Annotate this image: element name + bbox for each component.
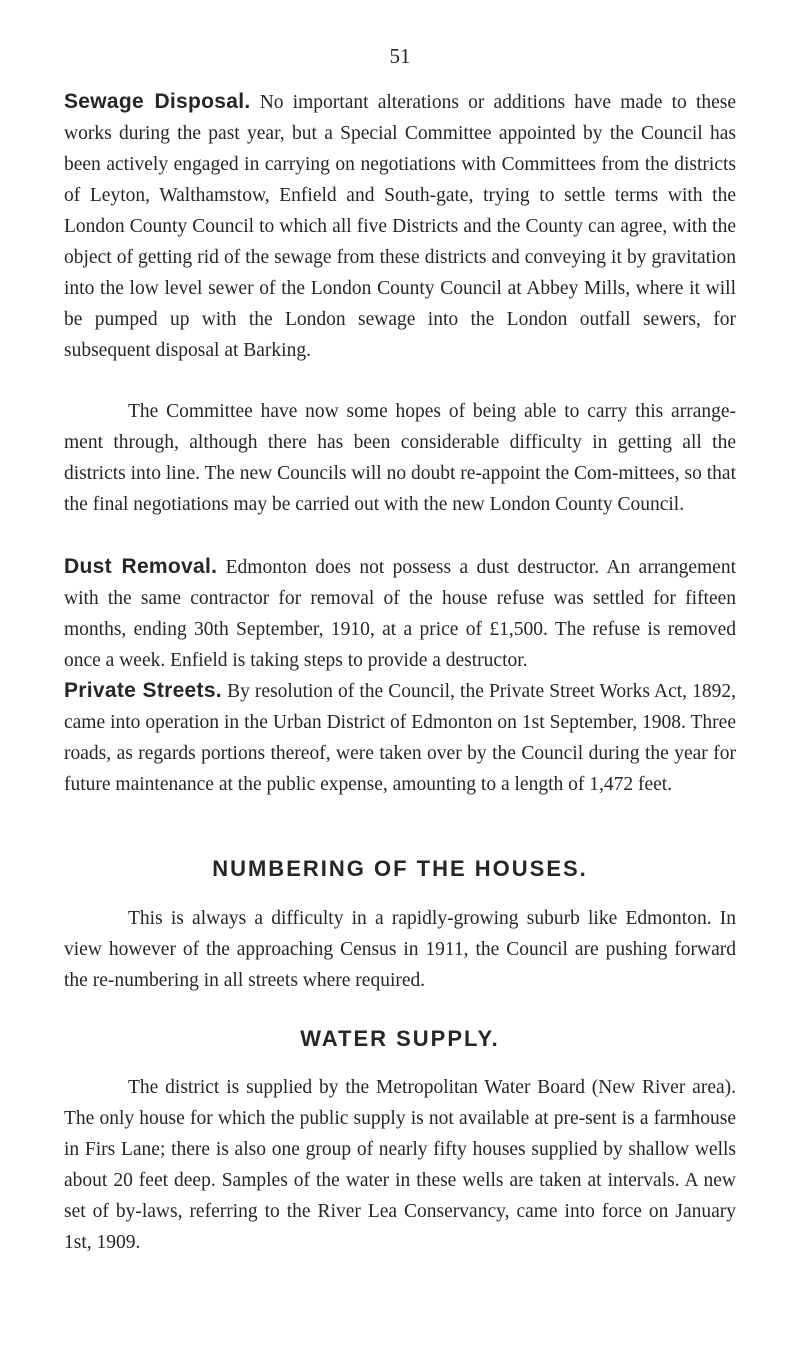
private-streets-text: By resolution of the Council, the Private Street Works Act, 1892, came into operation in the Urban District of Edmonton on 1st September, 1908. Three roads, as regards portions thereof, were taken over by the Council during the year for future maintenance at the public expense, amounting to a length of 1,472 feet. <box>64 681 736 795</box>
dust-removal-paragraph <box>64 551 736 676</box>
page-number: 51 <box>389 44 411 68</box>
private-streets-heading: Private Streets. <box>64 679 222 702</box>
water-supply-paragraph <box>64 1072 736 1258</box>
water-supply-heading: WATER SUPPLY. <box>300 1026 500 1051</box>
dust-removal-heading: Dust Removal. <box>64 555 218 578</box>
water-supply-text: The district is supplied by the Metropolitan Water Board (New River area). The only house for which the public supply is not available at pre-sent is a farmhouse in Firs Lane; there is also one group of nearly fifty houses supplied by shallow wells about 20 feet deep. Samples of the water in these wells are taken at intervals. A new set of by-laws, referring to the River Lea Conservancy, came into force on January 1st, 1909. <box>64 1077 736 1253</box>
numbering-heading: NUMBERING OF THE HOUSES. <box>212 856 588 881</box>
sewage-disposal-heading: Sewage Disposal. <box>64 90 251 113</box>
sewage-disposal-paragraph <box>64 86 736 366</box>
numbering-text: This is always a difficulty in a rapidly-growing suburb like Edmonton. In view however of the approaching Census in 1911, the Council are pushing forward the re-numbering in all streets where required. <box>64 908 736 991</box>
sewage-committee-paragraph <box>64 396 736 520</box>
dust-removal-text: Edmonton does not possess a dust destructor. An arrangement with the same contractor for removal of the house refuse was settled for fifteen months, ending 30th September, 1910, at a price of £1,500. The refuse is removed once a week. Enfield is taking steps to provide a destructor. <box>64 557 736 671</box>
sewage-disposal-text: No important alterations or additions have made to these works during the past year, but a Special Committee appointed by the Council has been actively engaged in carrying on negotiations with Committees from the districts of Leyton, Walthamstow, Enfield and South-gate, trying to settle terms with the London County Council to which all five Districts and the County can agree, with the object of getting rid of the sewage from these districts and conveying it by gravitation into the low level sewer of the London County Council at Abbey Mills, where it will be pumped up with the London sewage into the London outfall sewers, for subsequent disposal at Barking. <box>64 92 737 361</box>
numbering-paragraph <box>64 903 736 996</box>
private-streets-paragraph <box>64 675 736 800</box>
sewage-committee-text: The Committee have now some hopes of being able to carry this arrange-ment through, although there has been considerable difficulty in getting all the districts into line. The new Councils will no doubt re-appoint the Com-mittees, so that the final negotiations may be carried out with the new London County Council. <box>64 401 736 515</box>
